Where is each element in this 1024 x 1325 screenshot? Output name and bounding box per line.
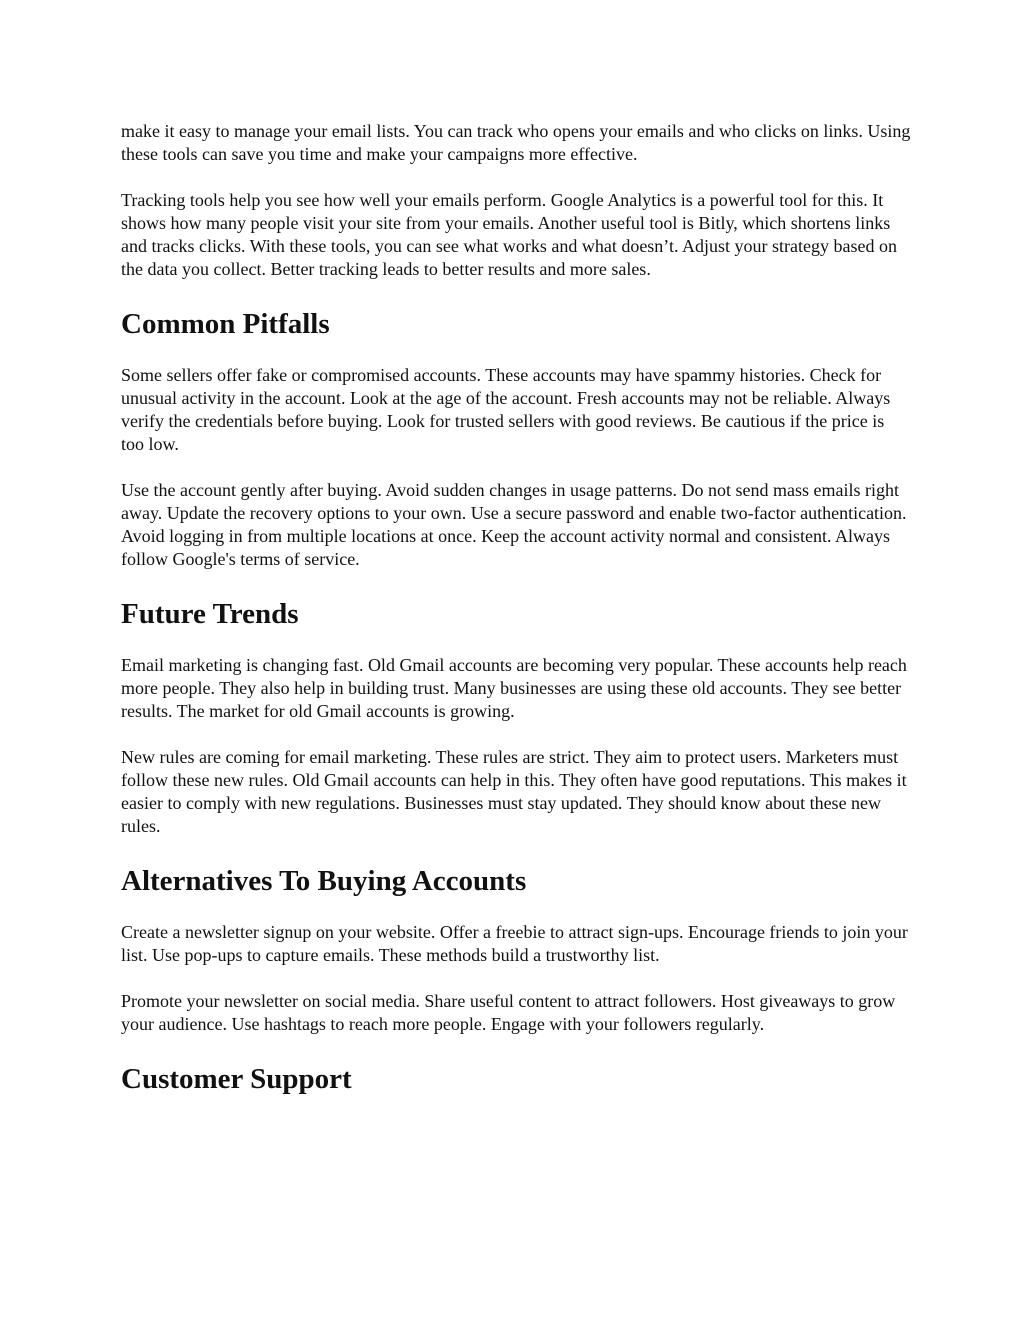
paragraph: Promote your newsletter on social media. Share useful content to attract followers. Host giveaways to grow your audience. Use hashtags to reach more people. Engage with your followers regularly. [121,991,896,1034]
paragraph: New rules are coming for email marketing. These rules are strict. They aim to protect users. Marketers must follow these new rules. Old Gmail accounts can help in this. They often have good reputations. This makes it easier to comply with new regulations. Businesses must stay updated. They should know about these new rules. [121,747,907,836]
paragraph: make it easy to manage your email lists. You can track who opens your emails and who clicks on links. Using these tools can save you time and make your campaigns more effective. [121,121,911,164]
section-common-pitfalls [121,307,911,571]
document-page [121,120,911,1119]
section-future-trends [121,597,911,838]
paragraph: Email marketing is changing fast. Old Gmail accounts are becoming very popular. These accounts help reach more people. They also help in building trust. Many businesses are using these old accounts. They see better results. The market for old Gmail accounts is growing. [121,655,907,721]
paragraph: Tracking tools help you see how well your emails perform. Google Analytics is a powerful tool for this. It shows how many people visit your site from your emails. Another useful tool is Bitly, which shortens links and tracks clicks. With these tools, you can see what works and what doesn’t. Adjust your strategy based on the data you collect. Better tracking leads to better results and more sales. [121,190,897,279]
section-heading: Customer Support [121,1063,352,1095]
section-heading: Future Trends [121,598,299,630]
intro-section [121,120,911,281]
paragraph: Use the account gently after buying. Avoid sudden changes in usage patterns. Do not send mass emails right away. Update the recovery options to your own. Use a secure password and enable two-factor authentication. Avoid logging in from multiple locations at once. Keep the account activity normal and consistent. Always follow Google's terms of service. [121,480,907,569]
section-alternatives [121,864,911,1036]
section-heading: Alternatives To Buying Accounts [121,865,527,897]
paragraph: Create a newsletter signup on your website. Offer a freebie to attract sign-ups. Encourage friends to join your list. Use pop-ups to capture emails. These methods build a trustworthy list. [121,922,908,965]
section-customer-support [121,1062,911,1096]
paragraph: Some sellers offer fake or compromised accounts. These accounts may have spammy histories. Check for unusual activity in the account. Look at the age of the account. Fresh accounts may not be reliable. Always verify the credentials before buying. Look for trusted sellers with good reviews. Be cautious if the price is too low. [121,365,891,454]
section-heading: Common Pitfalls [121,308,330,340]
